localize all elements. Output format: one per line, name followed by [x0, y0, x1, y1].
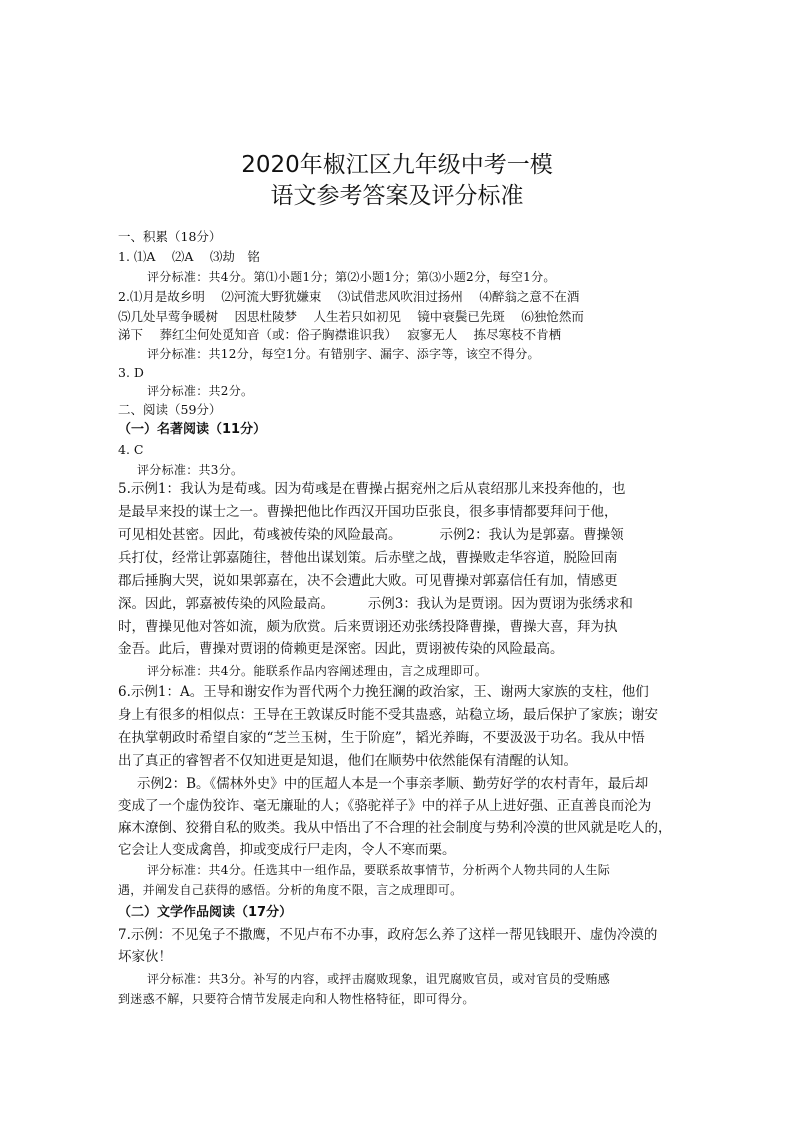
- scoring-standard: 评分标准：共4分。第⑴小题1分；第⑵小题1分；第⑶小题2分，每空1分。: [147, 270, 556, 284]
- answer-paragraph-line: 7.示例：不见兔子不撒鹰，不见卢布不办事，政府怎么养了这样一帮见钱眼开、虚伪冷漠的: [118, 927, 658, 943]
- section-heading: 二、阅读（59分）: [118, 402, 222, 417]
- answer-line: 3. D: [118, 365, 144, 380]
- answer-paragraph-line: 它会让人变成禽兽，抑或变成行尸走肉，令人不寒而栗。: [118, 842, 456, 858]
- answer-line: 4. C: [118, 442, 144, 457]
- document-subtitle: 语文参考答案及评分标准: [270, 183, 524, 209]
- answer-line: 1. ⑴A ⑵A ⑶劫 铭: [118, 249, 260, 264]
- answer-line: 2.⑴月是故乡明 ⑵河流大野犹嫌束 ⑶试借悲风吹泪过扬州 ⑷醉翁之意不在酒: [118, 289, 580, 304]
- answer-paragraph-line: 出了真正的睿智者不仅知进更是知退，他们在顺势中依然能保有清醒的认知。: [118, 753, 577, 769]
- answer-paragraph-line: 变成了一个虚伪狡诈、毫无廉耻的人；《骆驼祥子》中的祥子从上进好强、正直善良而沦为: [118, 798, 652, 814]
- subsection-heading: （一）名著阅读（11分）: [118, 422, 267, 437]
- scoring-standard: 评分标准：共4分。任选其中一组作品，要联系故事情节，分析两个人物共同的人生际: [147, 863, 611, 877]
- scoring-standard: 评分标准：共3分。补写的内容，或抨击腐败现象，诅咒腐败官员，或对官员的受贿感: [147, 972, 611, 986]
- scoring-standard: 评分标准：共2分。: [147, 384, 254, 398]
- answer-paragraph-line: 身上有很多的相似点：王导在王敦谋反时能不受其蛊惑，站稳立场，最后保护了家族；谢安: [118, 707, 658, 723]
- subsection-heading: （二）文学作品阅读（17分）: [118, 905, 293, 920]
- answer-line: 涕下 葬红尘何处觅知音（或：俗子胸襟谁识我） 寂寥无人 拣尽寒枝不肯栖: [118, 327, 562, 342]
- exam-title: 2020年椒江区九年级中考一模: [241, 152, 553, 178]
- answer-paragraph-line: 兵打仗，经常让郭嘉随往，替他出谋划策。后赤壁之战，曹操败走华容道，脱险回南: [118, 550, 618, 566]
- scoring-standard: 评分标准：共3分。: [137, 463, 244, 477]
- answer-line: ⑸几处早莺争暖树 因思杜陵梦 人生若只如初见 镜中衰鬓已先斑 ⑹独怆然而: [118, 309, 584, 324]
- answer-paragraph-line: 示例2：B。《儒林外史》中的匡超人本是一个事亲孝顺、勤劳好学的农村青年，最后却: [137, 776, 649, 792]
- scoring-standard: 到迷惑不解，只要符合情节发展走向和人物性格特征，即可得分。: [118, 992, 475, 1006]
- answer-paragraph-line: 金吾。此后，曹操对贾诩的倚赖更是深密。因此，贾诩被传染的风险最高。: [118, 641, 564, 657]
- scoring-standard: 遇，并阐发自己获得的感悟。分析的角度不限，言之成理即可。: [118, 883, 463, 897]
- section-heading: 一、积累（18分）: [118, 229, 222, 244]
- answer-paragraph-line: 5.示例1：我认为是荀彧。因为荀彧是在曹操占据兖州之后从袁绍那儿来投奔他的，也: [118, 481, 626, 497]
- answer-paragraph-line: 6.示例1：A。王导和谢安作为晋代两个力挽狂澜的政治家，王、谢两大家族的支柱，他们: [118, 684, 649, 700]
- scoring-standard: 评分标准：共4分。能联系作品内容阐述理由，言之成理即可。: [147, 664, 488, 678]
- answer-paragraph-line: 郡后捶胸大哭，说如果郭嘉在，决不会遭此大败。可见曹操对郭嘉信任有加，情感更: [118, 573, 618, 589]
- answer-paragraph-line: 是最早来投的谋士之一。曹操把他比作西汉开国功臣张良，很多事情都要拜问于他，: [118, 504, 618, 520]
- answer-paragraph-line: 麻木潦倒、狡猾自私的败类。我从中悟出了不合理的社会制度与势利冷漠的世风就是吃人的，: [118, 820, 672, 836]
- answer-paragraph-line: 可见相处甚密。因此，荀彧被传染的风险最高。 示例2：我认为是郭嘉。曹操领: [118, 527, 624, 543]
- answer-paragraph-line: 在执掌朝政时希望自家的“芝兰玉树，生于阶庭”，韬光养晦，不要汲汲于功名。我从中悟: [118, 730, 645, 746]
- answer-paragraph-line: 深。因此，郭嘉被传染的风险最高。 示例3：我认为是贾诩。因为贾诩为张绣求和: [118, 596, 633, 612]
- answer-paragraph-line: 时，曹操见他对答如流，颇为欣赏。后来贾诩还劝张绣投降曹操，曹操大喜，拜为执: [118, 619, 618, 635]
- scoring-standard: 评分标准：共12分，每空1分。有错别字、漏字、添字等，该空不得分。: [147, 347, 540, 361]
- answer-paragraph-line: 坏家伙！: [118, 949, 172, 965]
